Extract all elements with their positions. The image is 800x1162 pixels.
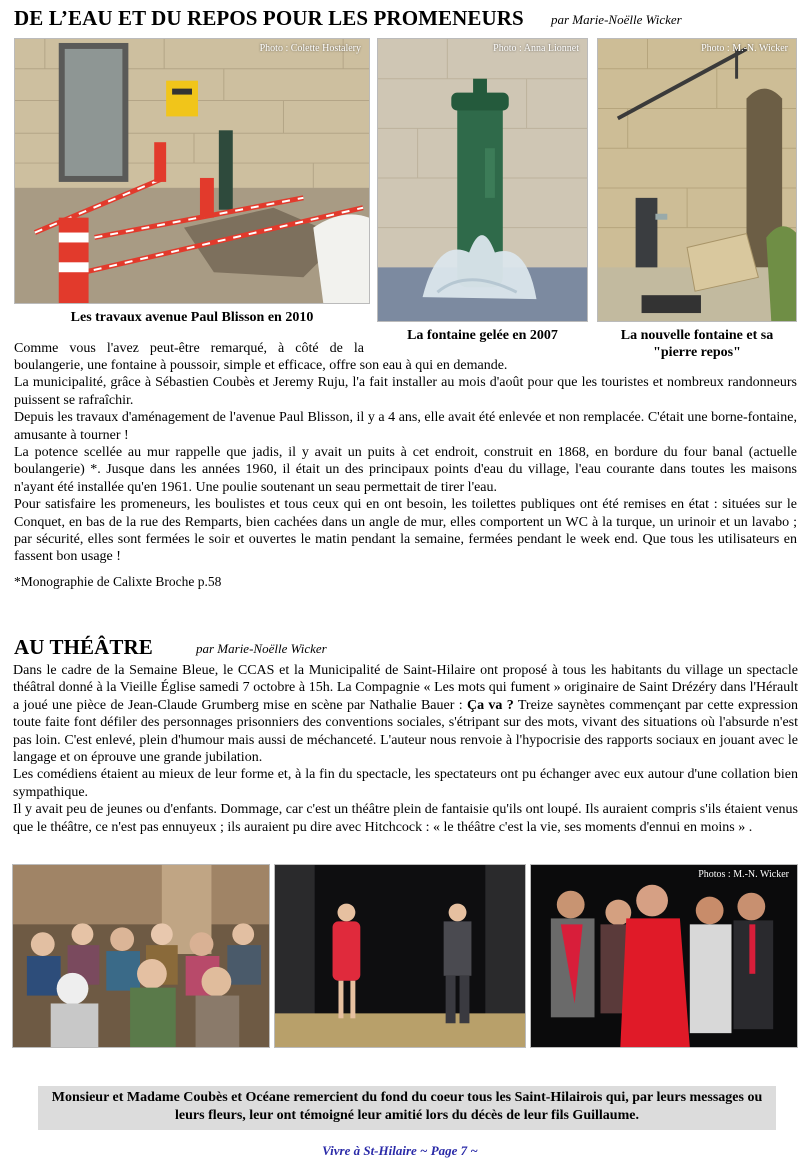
article2-paragraph: Les comédiens étaient au mieux de leur forme et, à la fin du spectacle, les spectateurs ont pu échanger avec eux autour d'une collation bien sympathique. [13,767,798,800]
article2-title: AU THÉÂTRE [14,635,153,659]
photo-roadworks [14,38,370,304]
photo-credit: Photo : Colette Hostalery [259,43,361,54]
condolence-notice: Monsieur et Madame Coubès et Océane remercient du fond du coeur tous les Saint-Hilairois qui, par leurs messages ou leurs fleurs, leur ont témoigné leur amitié lors du décès de leur fils Guillaume. [38,1086,776,1130]
photo-credit: Photo : Anna Lionnet [493,43,579,54]
photo-audience [12,864,270,1048]
article1-paragraph: boulangerie, une fontaine à poussoir, simple et efficace, offre son eau à qui en demande. [14,358,508,373]
article2-body [13,662,798,836]
article2-paragraph: Il y avait peu de jeunes ou d'enfants. Dommage, car c'est un théâtre plein de fantaisie qu'ils ont loupé. Ils auraient compris s'ils étaient venus que le théâtre, ce n'est pas ennuyeux ; ils auraient pu dire avec Hitchcock : « le théâtre c'est la vie, ses moments d'ennui en moins » . [13,802,798,835]
article1-paragraph: La potence scellée au mur rappelle que jadis, il y avait un puits à cet endroit, construit en 1868, en bordure du four banal (actuelle boulangerie) *. Jusque dans les années 1960, il était un des principaux points d'eau du village, l'eau courante dans toutes les maisons n'ayant été installée qu'en 1961. Une poulie soutenant un seau permettait de tirer l'eau. [14,445,797,495]
article1-byline: par Marie-Noëlle Wicker [551,12,682,27]
photo-new-fountain [597,38,797,322]
article1-paragraph: Pour satisfaire les promeneurs, les boulistes et tous ceux qui en ont besoin, les toilettes publiques ont été remises en état : situées sur le Conquet, en bas de la rue des Remparts, bien cachées dans un angle de mur, elles comportent un WC à la turque, un urinoir et un lavabo ; par sécurité, elles sont fermées le soir et ouvertes le matin pendant la semaine, fermées pendant le week end. Que tous les utilisateurs en fassent bon usage ! [14,497,797,565]
article1-intro-line: Comme vous l'avez peut-être remarqué, à côté de la [14,341,364,356]
caption-roadworks: Les travaux avenue Paul Blisson en 2010 [70,310,314,325]
article2-p1-start: Dans le cadre de la Semaine Bleue, le CCAS et la Municipalité de Saint-Hilaire ont proposé à tous les habitants du village un spectacle théâtral donné à la Vieille Église samedi 7 octobre à 15h. La Compagnie « Les mots qui fument » originaire de Saint Drézéry dans l'Hérault a joué une pièce de Jean-Claude Grumberg mise en scène par Nathalie Bauer : [13,663,798,713]
caption-frozen-fountain: La fontaine gelée en 2007 [407,328,558,343]
photo-stage [274,864,526,1048]
photo-actors [530,864,798,1048]
article1-title: DE L’EAU ET DU REPOS POUR LES PROMENEURS [14,6,524,30]
play-title: Ça va ? [466,697,514,713]
photo-frozen-fountain [377,38,588,322]
article2-p1-end: Treize saynètes commençant par cette expression toute faite font défiler des personnages prisonniers des conventions sociales, s'étripant sur des mots, vivant des situations où l'absurde n'est pas loin. C'est enlevé, plein d'humour mais aussi de méchanceté. L'auteur nous renvoie à l'hypocrisie des rapports sociaux en jouant avec le langage et on éprouve une grande jubilation. [13,697,798,766]
caption-new-fountain-line2: "pierre repos" [653,345,741,360]
article1-body [14,357,797,566]
page-footer: Vivre à St-Hilaire ~ Page 7 ~ [322,1143,478,1158]
article1-footnote: *Monographie de Calixte Broche p.58 [14,574,222,589]
article2-byline: par Marie-Noëlle Wicker [196,641,327,656]
article1-paragraph: Depuis les travaux d'aménagement de l'avenue Paul Blisson, il y a 4 ans, elle avait été enlevée et non remplacée. C'était une borne-fontaine, amusante à tourner ! [14,410,797,443]
photo-credit: Photo : M.-N. Wicker [701,43,788,54]
photos-credit: Photos : M.-N. Wicker [698,869,789,880]
caption-new-fountain-line1: La nouvelle fontaine et sa [620,328,774,343]
caption-new-fountain [597,327,797,361]
article1-paragraph: La municipalité, grâce à Sébastien Coubès et Jeremy Ruju, l'a fait installer au mois d'août pour que les touristes et nombreux randonneurs puissent se rafraîchir. [14,375,797,408]
article2-paragraph [13,662,798,766]
